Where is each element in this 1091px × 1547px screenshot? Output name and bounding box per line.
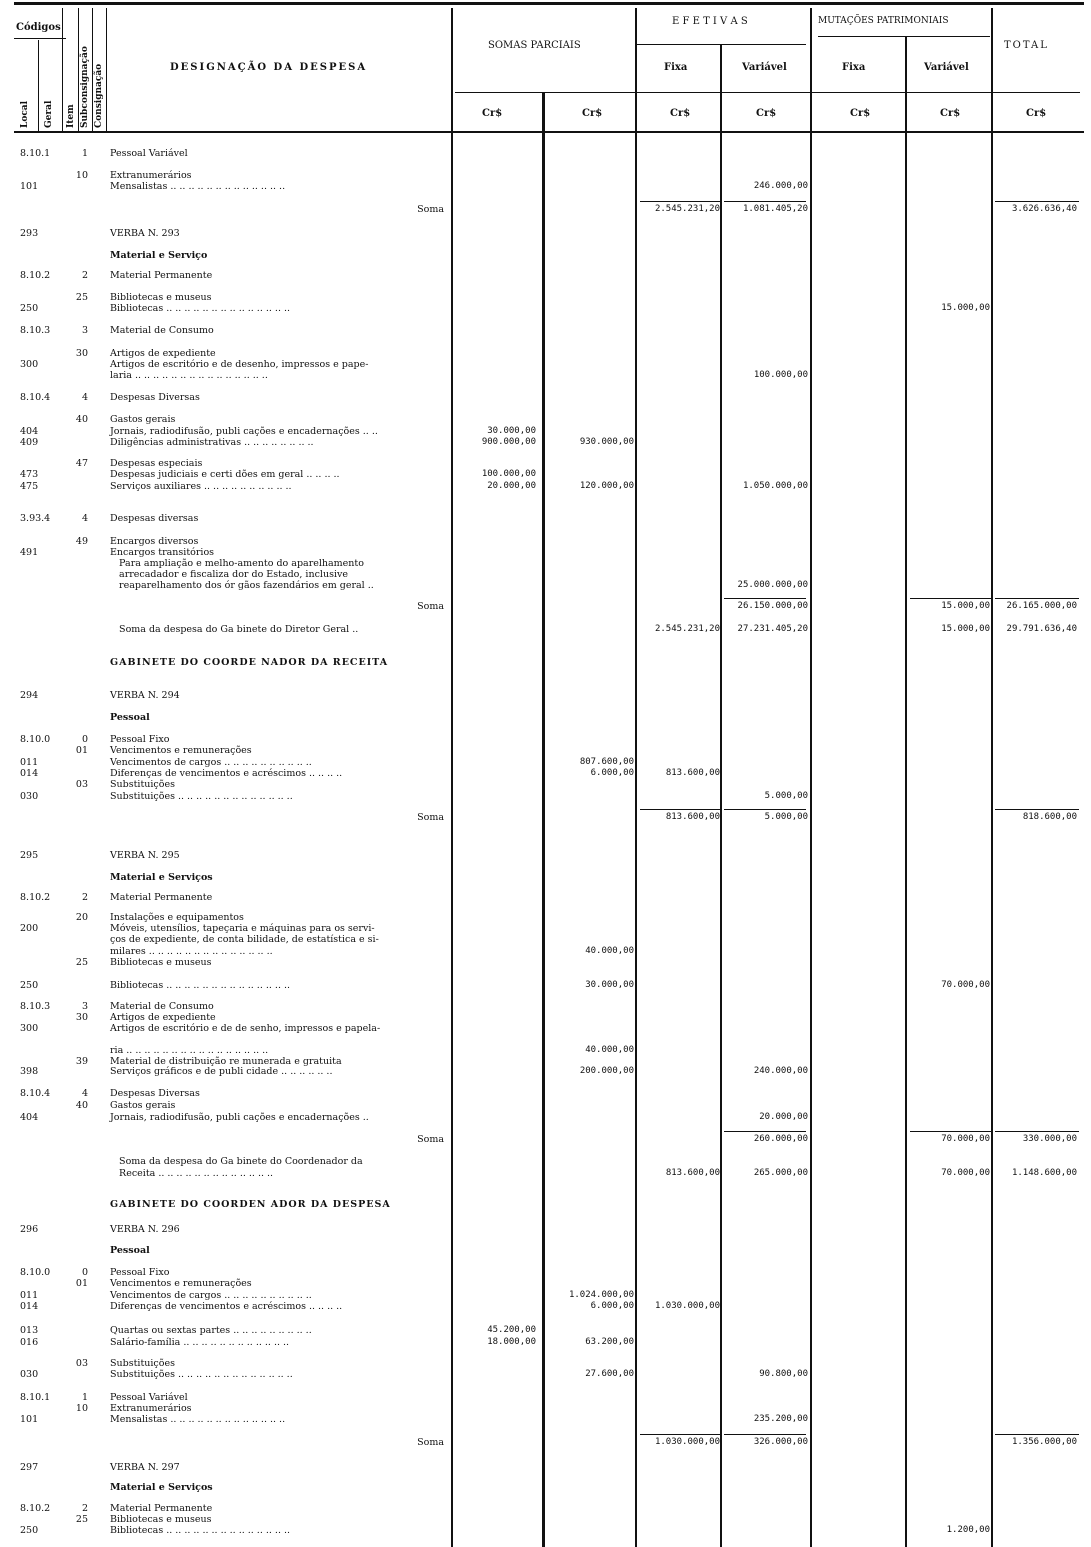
row-amount-col5: 70.000,00	[941, 980, 990, 990]
row-description: Artigos de escritório e de desenho, impressos e pape-	[110, 359, 369, 370]
header-codigos: Códigos	[16, 22, 61, 33]
row-code: 8.10.2	[20, 1503, 51, 1514]
vrule-codes-5	[106, 8, 107, 132]
row-item-code: 03	[75, 1358, 88, 1369]
row-code: 293	[20, 228, 39, 239]
row-amount-col4: 240.000,00	[753, 1066, 808, 1076]
row-item-code: 01	[75, 1278, 88, 1289]
row-description: Bibliotecas e museus	[110, 1514, 212, 1525]
row-amount-col2: 807.600,00	[579, 757, 634, 767]
row-description: Material de Consumo	[110, 325, 214, 336]
sum-rule	[995, 1131, 1079, 1132]
row-description: Vencimentos e remunerações	[110, 745, 252, 756]
row-amount-col1: 900.000,00	[481, 437, 536, 447]
row-item-code: 0	[81, 734, 88, 745]
sum-rule	[724, 1131, 806, 1132]
vrule-codes-4	[92, 8, 93, 132]
row-code: 404	[20, 426, 39, 437]
row-amount-col4: 260.000,00	[753, 1134, 808, 1144]
row-code: 8.10.0	[20, 734, 51, 745]
row-amount-col6: 1.356.000,00	[1011, 1437, 1077, 1447]
row-code: 300	[20, 359, 39, 370]
row-description: Diferenças de vencimentos e acréscimos .. .. .. ..	[110, 768, 343, 779]
row-code: 404	[20, 1112, 39, 1123]
header-sub-rule	[455, 92, 1080, 93]
header-somas-parciais: SOMAS PARCIAIS	[488, 40, 581, 51]
row-code: 250	[20, 980, 39, 991]
row-code: 8.10.1	[20, 148, 51, 159]
row-item-code: 20	[75, 912, 88, 923]
sum-rule	[910, 598, 992, 599]
row-item-code: 1	[81, 1392, 88, 1403]
vrule-efetivas-mid	[720, 44, 722, 1547]
row-amount-col4: 27.231.405,20	[737, 624, 808, 634]
row-item-code: 2	[81, 1503, 88, 1514]
row-item-code: 1	[81, 148, 88, 159]
header-bottom-rule	[14, 131, 1084, 133]
row-item-code: 10	[75, 1403, 88, 1414]
row-soma-label: Soma	[417, 204, 444, 215]
row-amount-col3: 2.545.231,20	[654, 204, 720, 214]
row-amount-col5: 15.000,00	[941, 624, 990, 634]
row-code: 013	[20, 1325, 39, 1336]
row-soma-label: Soma	[417, 1437, 444, 1448]
row-amount-col2: 200.000,00	[579, 1066, 634, 1076]
sum-rule	[640, 201, 722, 202]
row-amount-col6: 29.791.636,40	[1006, 624, 1077, 634]
row-item-code: 10	[75, 170, 88, 181]
row-item-code: 3	[81, 1001, 88, 1012]
row-description: Para ampliação e melho-amento do aparelhamento	[110, 558, 364, 569]
row-amount-col6: 3.626.636,40	[1011, 204, 1077, 214]
row-item-code: 3	[81, 325, 88, 336]
row-description: Serviços gráficos e de publi cidade .. .. .. .. .. ..	[110, 1066, 333, 1077]
row-code: 296	[20, 1224, 39, 1235]
sum-rule	[724, 809, 806, 810]
row-description: Bibliotecas e museus	[110, 292, 212, 303]
row-description: Material Permanente	[110, 270, 213, 281]
row-code: 011	[20, 1290, 39, 1301]
row-description: Substituições .. .. .. .. .. .. .. .. .. .. .. .. ..	[110, 1369, 293, 1380]
row-amount-col4: 1.050.000,00	[742, 481, 808, 491]
row-code: 101	[20, 181, 39, 192]
top-rule	[14, 2, 1084, 5]
row-description: Bibliotecas .. .. .. .. .. .. .. .. .. .. .. .. .. ..	[110, 303, 291, 314]
row-amount-col5: 70.000,00	[941, 1168, 990, 1178]
row-description: Material Permanente	[110, 1503, 213, 1514]
currency-col5: Cr$	[850, 108, 871, 119]
row-amount-col4: 25.000.000,00	[737, 580, 808, 590]
header-codigos-rule	[14, 38, 66, 39]
row-soma-label: Soma	[417, 1134, 444, 1145]
sum-rule	[995, 1434, 1079, 1435]
row-code: 8.10.0	[20, 1267, 51, 1278]
row-code: 8.10.3	[20, 1001, 51, 1012]
row-description: Artigos de expediente	[110, 1012, 216, 1023]
row-amount-col4: 265.000,00	[753, 1168, 808, 1178]
row-code: 014	[20, 1301, 39, 1312]
sum-rule	[640, 809, 722, 810]
vrule-efetivas-right	[810, 8, 812, 1547]
sum-rule	[724, 598, 806, 599]
row-amount-col6: 1.148.600,00	[1011, 1168, 1077, 1178]
row-amount-col2: 6.000,00	[590, 1301, 634, 1311]
row-description: Móveis, utensílios, tapeçaria e máquinas para os servi-	[110, 923, 375, 934]
row-description: arrecadador e fiscaliza dor do Estado, inclusive	[110, 569, 348, 580]
currency-col6: Cr$	[940, 108, 961, 119]
vrule-codes-2	[62, 8, 63, 132]
row-description: Instalações e equipamentos	[110, 912, 244, 923]
row-soma-label: Soma	[417, 812, 444, 823]
row-description: laria .. .. .. .. .. .. .. .. .. .. .. .. .. .. ..	[110, 370, 268, 381]
row-amount-col1: 20.000,00	[487, 481, 536, 491]
row-description: Pessoal	[110, 712, 150, 723]
row-amount-col4: 5.000,00	[764, 812, 808, 822]
row-description: Despesas diversas	[110, 513, 199, 524]
row-code: 014	[20, 768, 39, 779]
vrule-somas	[542, 92, 545, 1547]
row-item-code: 2	[81, 270, 88, 281]
row-item-code: 4	[81, 392, 88, 403]
row-description: Encargos transitórios	[110, 547, 215, 558]
row-amount-col2: 40.000,00	[585, 946, 634, 956]
row-description: Despesas especiais	[110, 458, 203, 469]
vrule-mutacoes-mid	[905, 36, 907, 1547]
row-item-code: 4	[81, 1088, 88, 1099]
row-code: 8.10.3	[20, 325, 51, 336]
row-code: 398	[20, 1066, 39, 1077]
row-amount-col5: 15.000,00	[941, 303, 990, 313]
row-description: Pessoal Variável	[110, 148, 188, 159]
row-description: Material e Serviços	[110, 872, 213, 883]
row-amount-col5: 15.000,00	[941, 601, 990, 611]
row-description: Pessoal Fixo	[110, 734, 170, 745]
row-amount-col4: 100.000,00	[753, 370, 808, 380]
row-description: Extranumerários	[110, 1403, 192, 1414]
row-code: 200	[20, 923, 39, 934]
header-local: Local	[20, 100, 30, 128]
row-amount-col1: 100.000,00	[481, 469, 536, 479]
row-item-code: 03	[75, 779, 88, 790]
row-description: Encargos diversos	[110, 536, 199, 547]
header-efetivas: E F E T I V A S	[672, 16, 748, 27]
header-efetivas-fixa: Fixa	[664, 62, 688, 73]
row-description: Jornais, radiodifusão, publi cações e encadernações .. ..	[110, 426, 378, 437]
sum-rule	[995, 201, 1079, 202]
row-amount-col4: 5.000,00	[764, 791, 808, 801]
row-description: Vencimentos de cargos .. .. .. .. .. .. .. .. .. ..	[110, 1290, 312, 1301]
row-description: Jornais, radiodifusão, publi cações e encadernações ..	[110, 1112, 369, 1123]
row-description: Despesas Diversas	[110, 1088, 200, 1099]
row-code: 473	[20, 469, 39, 480]
header-consignacao: Consignação	[94, 63, 104, 128]
row-amount-col4: 326.000,00	[753, 1437, 808, 1447]
row-description: GABINETE DO COORDE NADOR DA RECEITA	[110, 657, 389, 668]
row-item-code: 49	[75, 536, 88, 547]
row-code: 250	[20, 303, 39, 314]
row-description: ços de expediente, de conta bilidade, de estatística e si-	[110, 934, 379, 945]
row-item-code: 4	[81, 513, 88, 524]
row-code: 3.93.4	[20, 513, 51, 524]
row-code: 8.10.2	[20, 270, 51, 281]
vrule-designacao	[451, 8, 453, 1547]
row-description: Pessoal Fixo	[110, 1267, 170, 1278]
row-item-code: 30	[75, 348, 88, 359]
currency-col4: Cr$	[756, 108, 777, 119]
row-description: Soma da despesa do Ga binete do Diretor Geral ..	[110, 624, 359, 635]
row-amount-col3: 2.545.231,20	[654, 624, 720, 634]
row-description: VERBA N. 297	[110, 1462, 180, 1473]
row-description: Vencimentos de cargos .. .. .. .. .. .. .. .. .. ..	[110, 757, 312, 768]
row-code: 300	[20, 1023, 39, 1034]
row-description: Diferenças de vencimentos e acréscimos .. .. .. ..	[110, 1301, 343, 1312]
row-description: VERBA N. 296	[110, 1224, 180, 1235]
header-efetivas-variavel: Variável	[742, 62, 787, 73]
row-description: VERBA N. 293	[110, 228, 180, 239]
row-amount-col5: 70.000,00	[941, 1134, 990, 1144]
row-description: Mensalistas .. .. .. .. .. .. .. .. .. .. .. .. ..	[110, 181, 286, 192]
sum-rule	[910, 1131, 992, 1132]
row-description: Pessoal Variável	[110, 1392, 188, 1403]
row-soma-label: Soma	[417, 601, 444, 612]
row-item-code: 25	[75, 957, 88, 968]
row-item-code: 0	[81, 1267, 88, 1278]
sum-rule	[640, 1434, 722, 1435]
row-amount-col1: 18.000,00	[487, 1337, 536, 1347]
row-amount-col6: 330.000,00	[1022, 1134, 1077, 1144]
row-amount-col4: 235.200,00	[753, 1414, 808, 1424]
row-description: milares .. .. .. .. .. .. .. .. .. .. .. .. .. ..	[110, 946, 273, 957]
row-code: 016	[20, 1337, 39, 1348]
currency-col3: Cr$	[670, 108, 691, 119]
row-amount-col4: 1.081.405,20	[742, 204, 808, 214]
row-code: 297	[20, 1462, 39, 1473]
row-description: GABINETE DO COORDEN ADOR DA DESPESA	[110, 1199, 391, 1210]
row-description: reaparelhamento dos ór gãos fazendários em geral ..	[110, 580, 374, 591]
row-amount-col4: 90.800,00	[759, 1369, 808, 1379]
row-description: Salário-família .. .. .. .. .. .. .. .. .. .. .. ..	[110, 1337, 290, 1348]
row-description: Artigos de escritório e de de senho, impressos e papela-	[110, 1023, 381, 1034]
vrule-total	[991, 8, 993, 1547]
header-mutacoes-variavel: Variável	[924, 62, 969, 73]
row-amount-col6: 818.600,00	[1022, 812, 1077, 822]
header-subconsignacao: Subconsignação	[80, 46, 90, 128]
vrule-codes-3	[78, 8, 79, 132]
row-amount-col3: 813.600,00	[665, 1168, 720, 1178]
row-code: 8.10.2	[20, 892, 51, 903]
row-item-code: 01	[75, 745, 88, 756]
row-amount-col3: 1.030.000,00	[654, 1301, 720, 1311]
row-description: Substituições	[110, 1358, 175, 1369]
row-item-code: 39	[75, 1056, 88, 1067]
row-description: Vencimentos e remunerações	[110, 1278, 252, 1289]
row-amount-col5: 1.200,00	[946, 1525, 990, 1535]
currency-col1: Cr$	[482, 108, 503, 119]
header-designacao: DESIGNAÇÃO DA DESPESA	[170, 62, 368, 73]
row-code: 8.10.4	[20, 1088, 51, 1099]
row-amount-col1: 30.000,00	[487, 426, 536, 436]
row-description: Gastos gerais	[110, 414, 176, 425]
row-amount-col2: 930.000,00	[579, 437, 634, 447]
row-amount-col2: 27.600,00	[585, 1369, 634, 1379]
currency-col2: Cr$	[582, 108, 603, 119]
row-description: Quartas ou sextas partes .. .. .. .. .. .. .. .. ..	[110, 1325, 312, 1336]
row-description: Diligências administrativas .. .. .. .. .. .. .. ..	[110, 437, 314, 448]
row-amount-col6: 26.165.000,00	[1006, 601, 1077, 611]
header-geral: Geral	[44, 100, 54, 128]
row-description: Artigos de expediente	[110, 348, 216, 359]
row-code: 409	[20, 437, 39, 448]
row-code: 8.10.1	[20, 1392, 51, 1403]
row-amount-col4: 20.000,00	[759, 1112, 808, 1122]
row-code: 250	[20, 1525, 39, 1536]
row-description: Material e Serviços	[110, 1482, 213, 1493]
sum-rule	[995, 809, 1079, 810]
row-description: Pessoal	[110, 1245, 150, 1256]
row-amount-col2: 120.000,00	[579, 481, 634, 491]
row-description: Material de Consumo	[110, 1001, 214, 1012]
header-mutacoes-rule	[818, 36, 990, 37]
row-description: Material de distribuição re munerada e gratuita	[110, 1056, 342, 1067]
row-item-code: 25	[75, 1514, 88, 1525]
header-item: Item	[66, 104, 76, 128]
row-description: ria .. .. .. .. .. .. .. .. .. .. .. .. .. .. .. ..	[110, 1045, 269, 1056]
row-amount-col3: 1.030.000,00	[654, 1437, 720, 1447]
row-amount-col4: 26.150.000,00	[737, 601, 808, 611]
row-description: Despesas Diversas	[110, 392, 200, 403]
row-item-code: 40	[75, 414, 88, 425]
row-item-code: 30	[75, 1012, 88, 1023]
row-description: Substituições .. .. .. .. .. .. .. .. .. .. .. .. ..	[110, 791, 293, 802]
sum-rule	[724, 201, 806, 202]
row-description: Mensalistas .. .. .. .. .. .. .. .. .. .. .. .. ..	[110, 1414, 286, 1425]
row-description: Substituições	[110, 779, 175, 790]
sum-rule	[724, 1434, 806, 1435]
row-code: 030	[20, 1369, 39, 1380]
row-description: VERBA N. 295	[110, 850, 180, 861]
row-item-code: 47	[75, 458, 88, 469]
row-code: 295	[20, 850, 39, 861]
header-mutacoes-fixa: Fixa	[842, 62, 866, 73]
sum-rule	[995, 598, 1079, 599]
row-item-code: 25	[75, 292, 88, 303]
row-amount-col2: 30.000,00	[585, 980, 634, 990]
header-mutacoes: MUTAÇÕES PATRIMONIAIS	[818, 16, 949, 26]
row-description: Gastos gerais	[110, 1100, 176, 1111]
row-description: Receita .. .. .. .. .. .. .. .. .. .. .. .. ..	[110, 1168, 274, 1179]
row-description: Soma da despesa do Ga binete do Coordenador da	[110, 1156, 363, 1167]
row-amount-col3: 813.600,00	[665, 812, 720, 822]
row-code: 030	[20, 791, 39, 802]
row-description: Serviços auxiliares .. .. .. .. .. .. .. .. .. ..	[110, 481, 292, 492]
row-item-code: 2	[81, 892, 88, 903]
row-description: Extranumerários	[110, 170, 192, 181]
row-amount-col2: 6.000,00	[590, 768, 634, 778]
row-amount-col2: 63.200,00	[585, 1337, 634, 1347]
row-amount-col4: 246.000,00	[753, 181, 808, 191]
row-description: Material e Serviço	[110, 250, 208, 261]
header-total: TOTAL	[1004, 40, 1049, 51]
row-description: Material Permanente	[110, 892, 213, 903]
row-code: 011	[20, 757, 39, 768]
row-amount-col3: 813.600,00	[665, 768, 720, 778]
row-description: Despesas judiciais e certi dões em geral .. .. .. ..	[110, 469, 340, 480]
row-description: Bibliotecas .. .. .. .. .. .. .. .. .. .. .. .. .. ..	[110, 1525, 291, 1536]
row-code: 8.10.4	[20, 392, 51, 403]
row-code: 491	[20, 547, 39, 558]
vrule-efetivas-left	[635, 8, 637, 1547]
row-description: Bibliotecas .. .. .. .. .. .. .. .. .. .. .. .. .. ..	[110, 980, 291, 991]
row-description: VERBA N. 294	[110, 690, 180, 701]
row-amount-col1: 45.200,00	[487, 1325, 536, 1335]
row-item-code: 40	[75, 1100, 88, 1111]
row-amount-col2: 1.024.000,00	[568, 1290, 634, 1300]
row-code: 101	[20, 1414, 39, 1425]
row-description: Bibliotecas e museus	[110, 957, 212, 968]
vrule-codes-1	[38, 40, 39, 132]
row-amount-col2: 40.000,00	[585, 1045, 634, 1055]
row-code: 475	[20, 481, 39, 492]
currency-col7: Cr$	[1026, 108, 1047, 119]
row-code: 294	[20, 690, 39, 701]
